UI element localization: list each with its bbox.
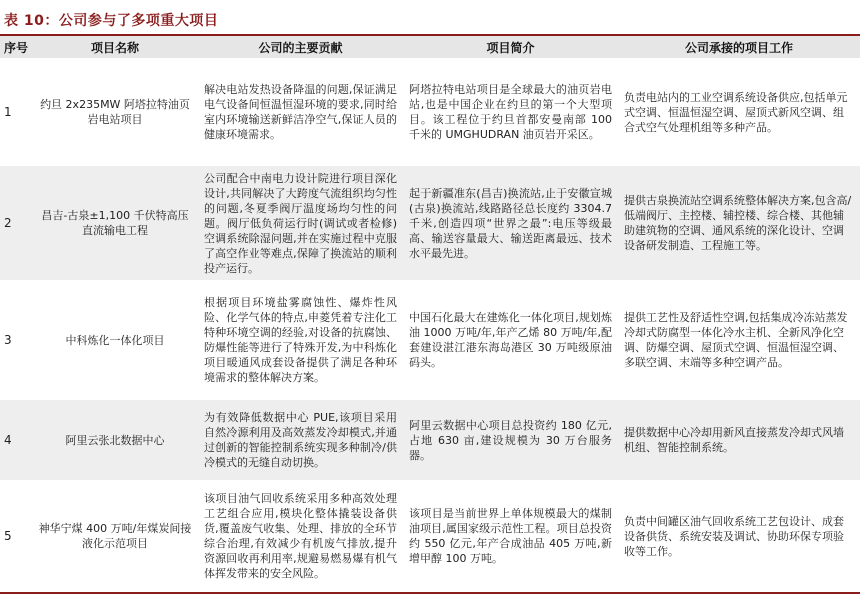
header-index: 序号 bbox=[0, 36, 32, 58]
project-name: 昌吉-古泉±1,100 千伏特高压直流输电工程 bbox=[32, 166, 198, 280]
row-index: 2 bbox=[0, 166, 32, 280]
row-index: 4 bbox=[0, 400, 32, 480]
project-intro: 该项目是当前世界上单体规模最大的煤制油项目,属国家级示范性工程。项目总投资约 550 亿元,年产合成油品 405 万吨,新增甲醇 100 万吨。 bbox=[409, 507, 612, 565]
project-work: 负责电站内的工业空调系统设备供应,包括单元式空调、恒温恒湿空调、屋顶式新风空调、组合式空气处理机组等多种产品。 bbox=[624, 90, 848, 134]
project-intro: 阿里云数据中心项目总投资约 180 亿元,占地 630 亩,建设规模为 30 万台服务器。 bbox=[403, 400, 618, 480]
project-work: 提供古泉换流站空调系统整体解决方案,包含高/低端阀厅、主控楼、辅控楼、综合楼、其他辅助建筑物的空调、通风系统的深化设计、空调设备研发制造、工程施工等。 bbox=[618, 166, 860, 280]
project-intro: 阿塔拉特电站项目是全球最大的油页岩电站,也是中国企业在约旦的第一个大型项目。该工程位于约旦首都安曼南部 100 千米的 UMGHUDRAN 油页岩开采区。 bbox=[409, 83, 612, 141]
header-project-intro: 项目简介 bbox=[403, 36, 618, 58]
header-project-name: 项目名称 bbox=[32, 36, 198, 58]
project-work: 负责中间罐区油气回收系统工艺包设计、成套设备供货、系统安装及调试、协助环保专项验收等工作。 bbox=[624, 514, 844, 558]
table-row bbox=[0, 280, 860, 400]
project-name: 约旦 2x235MW 阿塔拉特油页岩电站项目 bbox=[40, 98, 190, 126]
project-intro: 起于新疆准东(昌吉)换流站,止于安徽宣城(古泉)换流站,线路路径总长度约 3304.7 千米,创造四项“世界之最”:电压等级最高、输送容量最大、输送距离最远、技术水平最先进。 bbox=[403, 166, 618, 280]
header-contribution: 公司的主要贡献 bbox=[198, 36, 403, 58]
project-work: 提供数据中心冷却用新风直接蒸发冷却式风墙机组、智能控制系统。 bbox=[618, 400, 860, 480]
row-index: 1 bbox=[4, 104, 12, 119]
table-row bbox=[0, 166, 860, 280]
table-header-row bbox=[0, 36, 860, 58]
row-index: 5 bbox=[4, 528, 12, 543]
table-row bbox=[0, 480, 860, 592]
project-contribution: 该项目油气回收系统采用多种高效处理工艺组合应用,模块化整体撬装设备供货,覆盖废气收集、处理、排放的全环节综合治理,有效减少有机废气排放,提升资源回收再利用率,规避易燃易爆有机气体挥发带来的安全风险。 bbox=[204, 492, 397, 580]
table-row bbox=[0, 400, 860, 480]
project-work: 提供工艺性及舒适性空调,包括集成冷冻站蒸发冷却式防腐型一体化冷水主机、全新风净化空调、防爆空调、屋顶式空调、恒温恒湿空调、多联空调、末端等多种空调产品。 bbox=[624, 311, 848, 369]
project-contribution: 为有效降低数据中心 PUE,该项目采用自然冷源利用及高效蒸发冷却模式,并通过创新的智能控制系统实现多种制冷/供冷模式的无缝自动切换。 bbox=[198, 400, 403, 480]
table-row bbox=[0, 58, 860, 166]
project-name: 阿里云张北数据中心 bbox=[32, 400, 198, 480]
project-contribution: 公司配合中南电力设计院进行项目深化设计,共同解决了大跨度气流组织均匀性的问题,冬夏季阀厅温度场均匀性的问题。阀厅低负荷运行时(调试或者检修)空调系统除湿问题,并在实施过程中克服了高空作业等难点,保障了换流站的顺利投产运行。 bbox=[198, 166, 403, 280]
project-contribution: 解决电站发热设备降温的问题,保证满足电气设备间恒温恒湿环境的要求,同时给室内环境输送新鲜洁净空气,保证人员的健康环境需求。 bbox=[204, 83, 397, 141]
header-project-work: 公司承接的项目工作 bbox=[618, 36, 860, 58]
project-name: 中科炼化一体化项目 bbox=[65, 333, 165, 347]
projects-table bbox=[0, 36, 860, 592]
project-intro: 中国石化最大在建炼化一体化项目,规划炼油 1000 万吨/年,年产乙烯 80 万吨/年,配套建设湛江港东海岛港区 30 万吨级原油码头。 bbox=[409, 311, 612, 369]
row-index: 3 bbox=[4, 332, 12, 347]
project-name: 神华宁煤 400 万吨/年煤炭间接液化示范项目 bbox=[38, 522, 192, 550]
table-caption: 表 10：公司参与了多项重大项目 bbox=[4, 13, 219, 29]
project-contribution: 根据项目环境盐雾腐蚀性、爆炸性风险、化学气体的特点,申菱凭着专注化工特种环境空调的经验,对设备的抗腐蚀、防爆性能等进行了特殊开发,为中科炼化项目暖通风成套设备提供了满足各种环境需求的整体解决方案。 bbox=[204, 296, 397, 384]
